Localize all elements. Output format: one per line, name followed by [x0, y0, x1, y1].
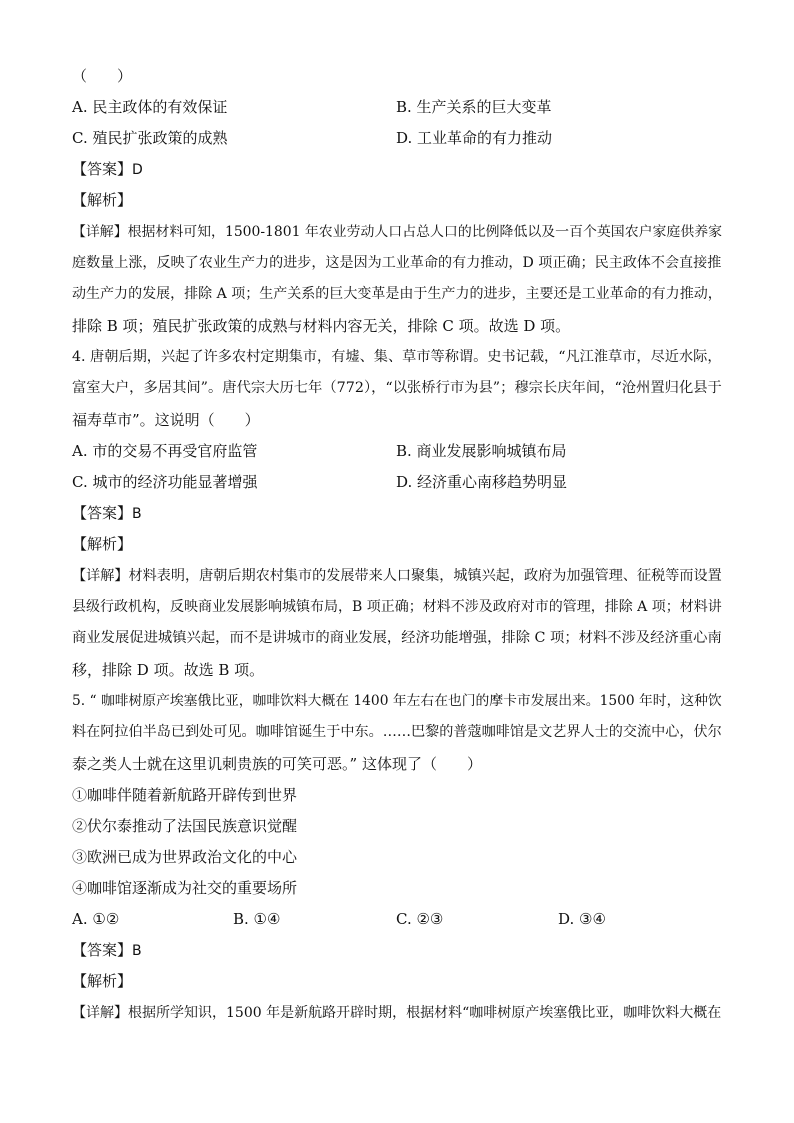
q3-detail-line-2: 庭数量上涨，反映了农业生产力的进步，这是因为工业革命的有力推动，D 项正确；民主政体不会直接推 — [72, 255, 722, 271]
q5-stem-line-3: 泰之类人士就在这里讥刺贵族的可笑可恶。” 这体现了（ ） — [72, 755, 482, 773]
q4-analysis-label: 【解析】 — [72, 535, 133, 553]
q5-item-3: ③欧洲已成为世界政治文化的中心 — [72, 848, 298, 866]
q4-answer — [72, 503, 142, 524]
q5-item-1: ①咖啡伴随着新航路开辟传到世界 — [72, 786, 298, 804]
q4-detail-line-4: 移，排除 D 项。故选 B 项。 — [72, 661, 265, 679]
q4-stem-line-2: 富室大户，多居其间”。唐代宗大历七年（772），“以张桥行市为县”；穆宗长庆年间，“沧州置归化县于 — [72, 380, 722, 396]
q4-option-c: C. 城市的经济功能显著增强 — [72, 473, 258, 491]
q4-option-d: D. 经济重心南移趋势明显 — [396, 473, 568, 491]
detail-label: 【详解】 — [72, 224, 128, 240]
detail-label: 【详解】 — [72, 568, 129, 584]
q5-option-d: D. ③④ — [558, 910, 606, 928]
q3-paren: （ ） — [72, 67, 133, 85]
q4-stem-line-1: 4. 唐朝后期，兴起了许多农村定期集市，有墟、集、草市等称谓。史书记载，“凡江淮草市，尽近水际， — [72, 349, 722, 365]
q5-answer — [72, 940, 142, 961]
q3-detail-line-4: 排除 B 项；殖民扩张政策的成熟与材料内容无关，排除 C 项。故选 D 项。 — [72, 317, 571, 335]
answer-label: 【答案】 — [72, 941, 133, 959]
q5-analysis-label: 【解析】 — [72, 972, 133, 990]
q5-option-c: C. ②③ — [396, 910, 444, 928]
q4-detail-line-3: 商业发展促进城镇兴起，而不是讲城市的商业发展，经济功能增强，排除 C 项；材料不涉及经济重心南 — [72, 630, 722, 646]
q3-option-a: A. 民主政体的有效保证 — [72, 98, 228, 116]
q4-detail-text-1: 材料表明，唐朝后期农村集市的发展带来人口聚集，城镇兴起，政府为加强管理、征税等而设置 — [128, 568, 722, 584]
q3-analysis-label: 【解析】 — [72, 191, 133, 209]
q3-option-b: B. 生产关系的巨大变革 — [396, 98, 552, 116]
detail-label: 【详解】 — [72, 1005, 128, 1021]
q4-option-a: A. 市的交易不再受官府监管 — [72, 442, 258, 460]
q5-option-a: A. ①② — [72, 910, 120, 928]
q4-answer-value: B — [132, 506, 142, 522]
q3-answer-value: D — [132, 162, 143, 178]
q3-option-d: D. 工业革命的有力推动 — [396, 129, 553, 147]
q3-option-c: C. 殖民扩张政策的成熟 — [72, 129, 228, 147]
q3-detail-line-1 — [72, 222, 722, 242]
q5-answer-value: B — [132, 943, 142, 959]
answer-label: 【答案】 — [72, 160, 133, 178]
answer-label: 【答案】 — [72, 504, 133, 522]
q4-stem-line-3: 福寿草市”。这说明（ ） — [72, 411, 260, 429]
q4-detail-line-2: 县级行政机构，反映商业发展影响城镇布局，B 项正确；材料不涉及政府对市的管理，排除 A 项；材料讲 — [72, 599, 722, 615]
q5-detail-text-1: 根据所学知识，1500 年是新航路开辟时期，根据材料“咖啡树原产埃塞俄比亚，咖啡饮料大概在 — [128, 1005, 722, 1021]
q5-stem-line-2: 料在阿拉伯半岛已到处可见。咖啡馆诞生于中东。……巴黎的普蔻咖啡馆是文艺界人士的交流中心，伏尔 — [72, 724, 722, 740]
q3-detail-line-3: 动生产力的发展，排除 A 项；生产关系的巨大变革是由于生产力的进步，主要还是工业革命的有力推动， — [72, 286, 722, 302]
q5-stem-line-1: 5. “ 咖啡树原产埃塞俄比亚，咖啡饮料大概在 1400 年左右在也门的摩卡市发展出来。1500 年时，这种饮 — [72, 693, 722, 709]
q5-option-b: B. ①④ — [233, 910, 281, 928]
q3-answer — [72, 159, 143, 180]
q4-option-b: B. 商业发展影响城镇布局 — [396, 442, 567, 460]
q3-detail-text-1: 根据材料可知，1500-1801 年农业劳动人口占总人口的比例降低以及一百个英国农户家庭供养家 — [127, 224, 723, 240]
q5-detail-line-1 — [72, 1003, 721, 1023]
q4-detail-line-1 — [72, 566, 722, 586]
q5-item-2: ②伏尔泰推动了法国民族意识觉醒 — [72, 817, 298, 835]
q5-item-4: ④咖啡馆逐渐成为社交的重要场所 — [72, 879, 298, 897]
